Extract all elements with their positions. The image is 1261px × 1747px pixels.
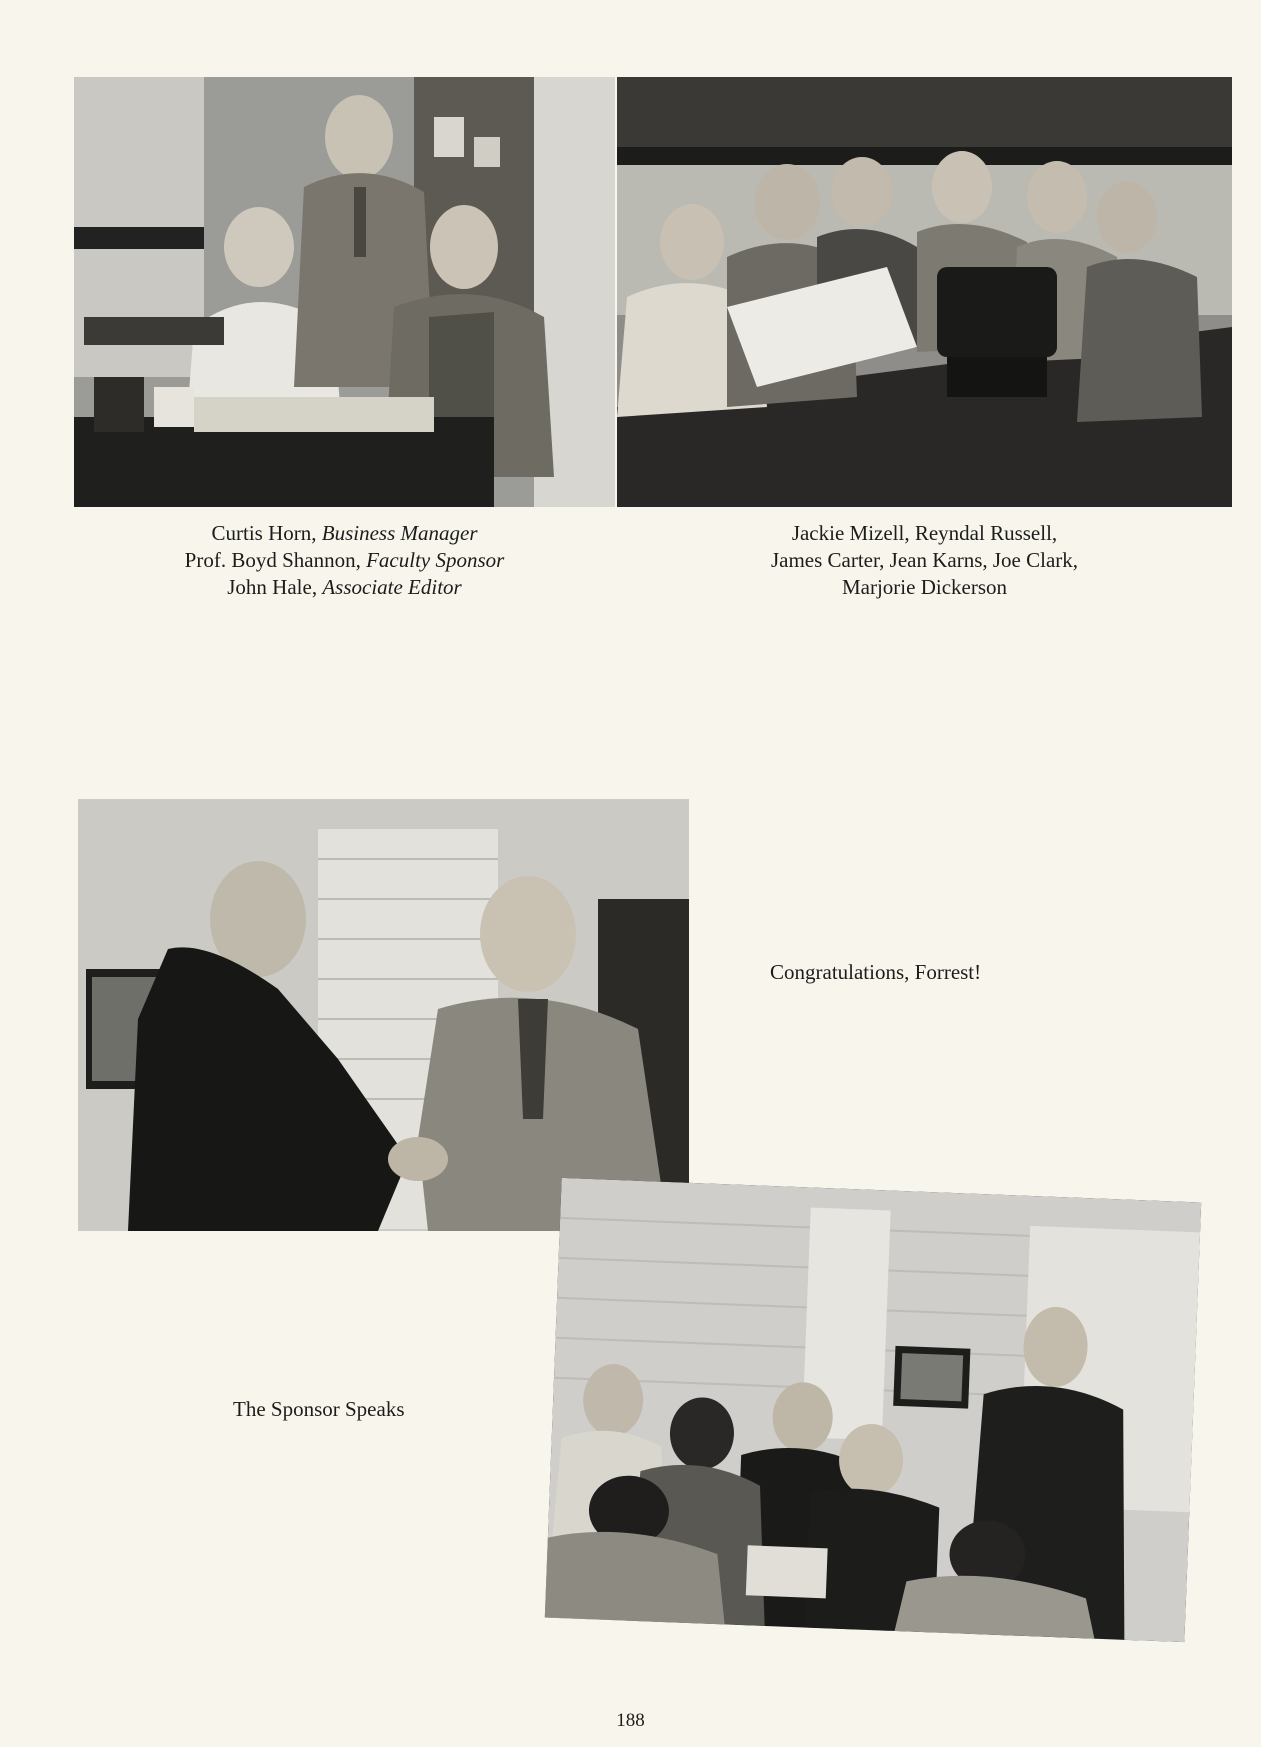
caption-meeting: The Sponsor Speaks bbox=[233, 1397, 405, 1421]
caption-handshake: Congratulations, Forrest! bbox=[770, 960, 982, 984]
caption-line: Curtis Horn, Business Manager bbox=[211, 521, 478, 545]
caption-staff-office bbox=[74, 520, 615, 601]
caption-line: John Hale, Associate Editor bbox=[227, 575, 462, 599]
caption-line: Jackie Mizell, Reyndal Russell, bbox=[791, 521, 1058, 545]
page-number: 188 bbox=[616, 1710, 645, 1731]
photo-meeting bbox=[545, 1178, 1201, 1642]
caption-line: Marjorie Dickerson bbox=[841, 575, 1008, 599]
photo-staff-table bbox=[617, 77, 1232, 507]
caption-line: Prof. Boyd Shannon, Faculty Sponsor bbox=[184, 548, 505, 572]
caption-line: James Carter, Jean Karns, Joe Clark, bbox=[770, 548, 1079, 572]
caption-staff-table bbox=[617, 520, 1232, 601]
photo-staff-office bbox=[74, 77, 615, 507]
photo-handshake bbox=[78, 799, 689, 1231]
